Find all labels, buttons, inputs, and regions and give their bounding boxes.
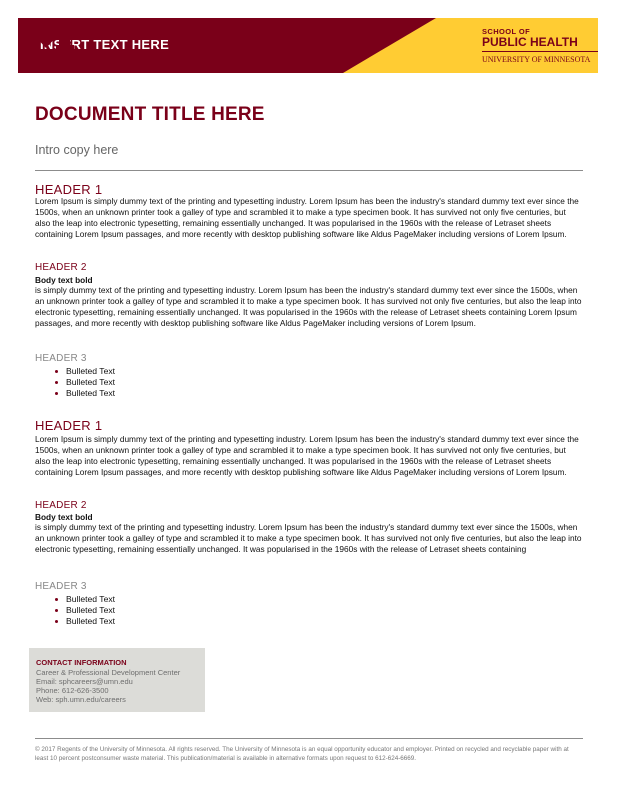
section-paragraph: Lorem Ipsum is simply dummy text of the printing and typesetting industry. Lorem Ipsum has been the industry's standard dummy text ever since the 1500s, when an unknown printer took a galley of type and scrambled it to make a type specimen book. It has survived not only five centuries, but also the leap into electronic typesetting, remaining essentially unchanged. It was popularised in the 1960s with the release of Letraset sheets containing Lorem Ipsum passages, and more recently with desktop publishing software like Aldus PageMaker including versions of Lorem Ipsum. [35, 434, 579, 478]
bullet-item: Bulleted Text [55, 594, 115, 605]
intro-copy: Intro copy here [35, 143, 119, 157]
section-header-1: HEADER 1 [35, 182, 103, 197]
body-text-bold: Body text bold [35, 275, 93, 285]
bullet-item: Bulleted Text [55, 605, 115, 616]
contact-heading: CONTACT INFORMATION [36, 658, 127, 667]
section-header-2: HEADER 2 [35, 500, 87, 511]
bullet-list [55, 594, 115, 628]
contact-phone: Phone: 612-626-3500 [36, 686, 109, 695]
section-paragraph: Lorem Ipsum is simply dummy text of the printing and typesetting industry. Lorem Ipsum has been the industry's standard dummy text ever since the 1500s, when an unknown printer took a galley of type and scrambled it to make a type specimen book. It has survived not only five centuries, but also the leap into electronic typesetting, remaining essentially unchanged. It was popularised in the 1960s with the release of Letraset sheets containing Lorem Ipsum passages, and more recently with desktop publishing software like Aldus PageMaker including versions of Lorem Ipsum. [35, 196, 579, 240]
bullet-item: Bulleted Text [55, 388, 115, 399]
contact-email: Email: sphcareers@umn.edu [36, 677, 133, 686]
document-title: DOCUMENT TITLE HERE [35, 104, 265, 125]
contact-web: Web: sph.umn.edu/careers [36, 695, 126, 704]
bullet-item: Bulleted Text [55, 377, 115, 388]
section-header-2: HEADER 2 [35, 262, 87, 273]
logo-school-of: SCHOOL OF [482, 27, 531, 36]
logo-public-health: PUBLIC HEALTH [482, 35, 578, 49]
university-m-logo-icon [18, 18, 74, 52]
section-header-1: HEADER 1 [35, 418, 103, 433]
footer-divider [35, 738, 583, 739]
bullet-item: Bulleted Text [55, 616, 115, 627]
contact-org: Career & Professional Development Center [36, 668, 181, 677]
bullet-list [55, 366, 115, 400]
banner-title: INSERT TEXT HERE [40, 37, 170, 52]
section-header-3: HEADER 3 [35, 353, 87, 364]
section-header-3: HEADER 3 [35, 581, 87, 592]
logo-university: UNIVERSITY OF MINNESOTA [482, 55, 591, 64]
body-text-bold: Body text bold [35, 512, 93, 522]
footer-legal-text: © 2017 Regents of the University of Minnesota. All rights reserved. The University of Minnesota is an equal opportunity educator and employer. Printed on recycled and recyclable paper with at least 10 percent postconsumer waste material. This publication/material is available in alternative formats upon request to 612-624-6669. [35, 746, 569, 762]
divider [35, 170, 583, 171]
contact-information-box [29, 648, 205, 712]
logo-divider [482, 51, 598, 52]
header-banner [18, 18, 598, 73]
section-paragraph: is simply dummy text of the printing and typesetting industry. Lorem Ipsum has been the industry's standard dummy text ever since the 1500s, when an unknown printer took a galley of type and scrambled it to make a type specimen book. It has survived not only five centuries, but also the leap into electronic typesetting, remaining essentially unchanged. It was popularised in the 1960s with the release of Letraset sheets containing Lorem Ipsum passages, and more recently with desktop publishing software like Aldus PageMaker including versions of Lorem Ipsum. [35, 285, 582, 329]
bullet-item: Bulleted Text [55, 366, 115, 377]
section-paragraph: is simply dummy text of the printing and typesetting industry. Lorem Ipsum has been the industry's standard dummy text ever since the 1500s, when an unknown printer took a galley of type and scrambled it to make a type specimen book. It has survived not only five centuries, but also the leap into electronic typesetting, remaining essentially unchanged. It was popularised in the 1960s with the release of Letraset sheets containing [35, 522, 582, 555]
